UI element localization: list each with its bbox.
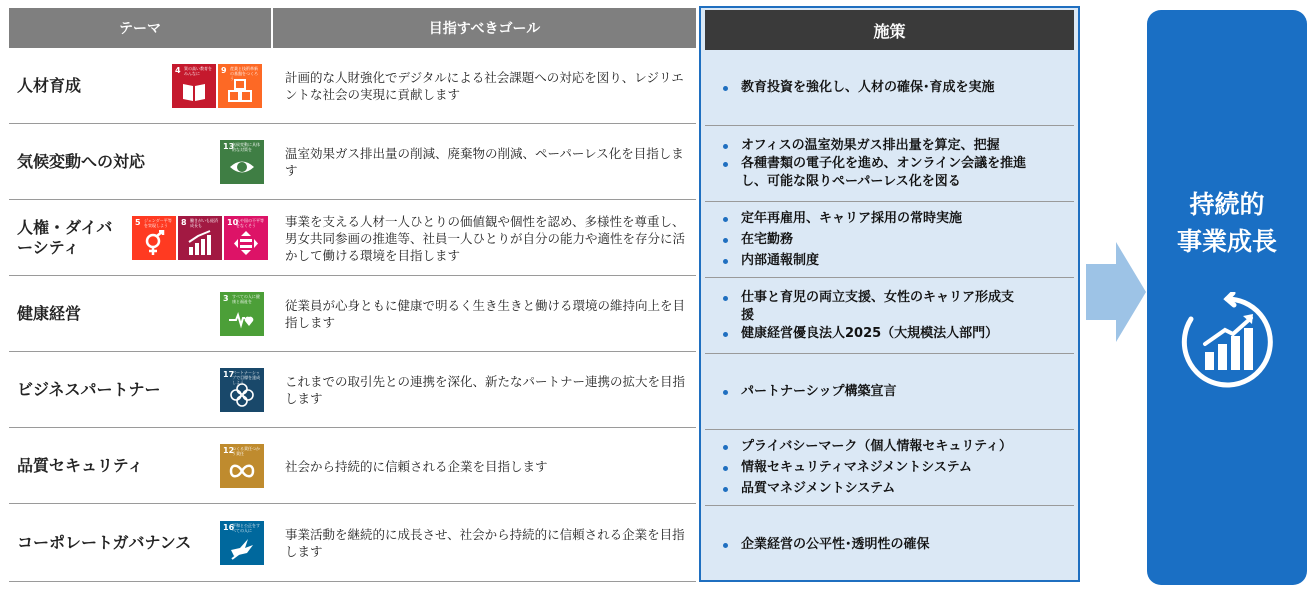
measure-item: 教育投資を強化し、人材の確保･育成を実施 — [723, 79, 1074, 97]
theme-label — [17, 201, 127, 275]
theme-label: 人材育成 — [17, 76, 82, 95]
sdg-label: 質の高い教育をみんなに — [184, 66, 212, 76]
sdg-label: 産業と技術革新の基盤をつくろう — [230, 66, 258, 81]
goal-text: 計画的な人財強化でデジタルによる社会課題への対応を図り、レジリエントな社会の実現に貢献します — [285, 70, 684, 102]
header-theme-label: テーマ — [119, 21, 161, 37]
theme-label: コーポレートガバナンス — [17, 533, 192, 552]
sdg-icons — [220, 292, 264, 336]
table-row — [9, 353, 696, 428]
sdg-label: つくる責任つかう責任 — [232, 446, 260, 456]
header-theme — [9, 8, 271, 48]
measure-item: 定年再雇用、キャリア採用の常時実施 — [723, 210, 1074, 228]
sdg-label: すべての人に健康と福祉を — [232, 294, 260, 304]
sdg-icons — [132, 216, 268, 260]
table-row — [9, 505, 696, 582]
gender-icon — [140, 230, 168, 256]
measure-item: オフィスの温室効果ガス排出量を算定、把握 — [723, 137, 1074, 155]
table-row — [9, 125, 696, 200]
measures-cell — [705, 279, 1074, 354]
sdg-number: 12 — [223, 446, 235, 455]
goal-text: 事業活動を継続的に成長させ、社会から持続的に信頼される企業を目指します — [285, 527, 685, 559]
measure-item: 健康経営優良法人2025（大規模法人部門） — [723, 325, 1074, 343]
sdg-number: 13 — [223, 142, 235, 151]
infinity-icon — [228, 458, 256, 484]
sdg-9-icon — [218, 64, 262, 108]
goal-text: 温室効果ガス排出量の削減、廃棄物の削減、ペーパーレス化を目指します — [285, 146, 684, 178]
table-row — [9, 201, 696, 276]
theme-label: ビジネスパートナー — [17, 380, 161, 399]
sdg-label: 人や国の不平等をなくそう — [236, 218, 264, 228]
measure-item: 内部通報制度 — [723, 252, 1074, 270]
sdg-label: パートナーシップで目標を達成しよう — [232, 370, 261, 385]
growth-label-line1: 持続的 — [1189, 190, 1265, 219]
measure-item: 企業経営の公平性･透明性の確保 — [723, 536, 1074, 554]
sdg-12-icon — [220, 444, 264, 488]
growth-label-line2: 事業成長 — [1176, 227, 1277, 256]
measure-item: 仕事と育児の両立支援、女性のキャリア形成支援 — [723, 289, 1021, 325]
sdg-number: 16 — [223, 523, 235, 532]
goal-text: これまでの取引先との連携を深化、新たなパートナー連携の拡大を目指します — [285, 374, 686, 406]
table-row — [9, 49, 696, 124]
measures-cell — [705, 507, 1074, 582]
growth-cycle-icon — [1177, 292, 1277, 392]
sdg-number: 9 — [221, 66, 227, 75]
sdg-label: ジェンダー平等を実現しよう — [144, 218, 172, 228]
sdg-10-icon — [224, 216, 268, 260]
sdg-icons — [220, 140, 264, 184]
measures-cell — [705, 431, 1074, 506]
equality-icon — [232, 230, 260, 256]
measure-item: 品質マネジメントシステム — [723, 480, 1074, 498]
growth-label — [1147, 186, 1307, 260]
measure-item: プライバシーマーク（個人情報セキュリティ） — [723, 438, 1074, 456]
flower-icon — [228, 382, 256, 408]
eye-globe-icon — [228, 154, 256, 180]
sdg-label: 平和と公正をすべての人に — [232, 523, 260, 533]
sdg-3-icon — [220, 292, 264, 336]
dove-icon — [228, 535, 256, 561]
growth-chart-icon — [186, 230, 214, 256]
header-goal — [273, 8, 696, 48]
measures-cell — [705, 127, 1074, 202]
sdg-label: 気候変動に具体的な対策を — [232, 142, 260, 152]
heartbeat-icon — [228, 306, 256, 332]
goal-text: 事業を支える人材一人ひとりの価値観や個性を認め、多様性を尊重し、男女共同参画の推進等、社員一人ひとりが自分の能力や適性を存分に活かして働ける環境を目指します — [285, 213, 686, 263]
header-measures — [705, 10, 1074, 50]
theme-label-text: 人権・ダイバーシティ — [17, 218, 113, 257]
sdg-8-icon — [178, 216, 222, 260]
sdg-5-icon — [132, 216, 176, 260]
theme-label: 気候変動への対応 — [17, 152, 146, 171]
sdg-icons — [220, 368, 264, 412]
goal-text: 従業員が心身ともに健康で明るく生き生きと働ける環境の維持向上を目指します — [285, 298, 686, 330]
table-row — [9, 429, 696, 504]
goal-text: 社会から持続的に信頼される企業を目指します — [285, 458, 548, 474]
blocks-icon — [226, 78, 254, 104]
measure-item: 在宅勤務 — [723, 231, 1074, 249]
measure-item: パートナーシップ構築宣言 — [723, 383, 1074, 401]
sdg-17-icon — [220, 368, 264, 412]
sdg-4-icon — [172, 64, 216, 108]
measure-item: 情報セキュリティマネジメントシステム — [723, 459, 1074, 477]
sdg-icons — [172, 64, 262, 108]
theme-label: 品質セキュリティ — [17, 456, 144, 475]
measures-cell — [705, 355, 1074, 430]
measures-cell — [705, 203, 1074, 278]
book-icon — [180, 78, 208, 104]
sdg-13-icon — [220, 140, 264, 184]
sdg-icons — [220, 444, 264, 488]
sdg-number: 8 — [181, 218, 187, 227]
sdg-number: 10 — [227, 218, 239, 227]
table-row — [9, 277, 696, 352]
measures-panel — [699, 6, 1080, 582]
theme-label: 健康経営 — [17, 304, 82, 323]
measures-cell — [705, 51, 1074, 126]
sdg-number: 5 — [135, 218, 141, 227]
growth-panel — [1147, 10, 1307, 585]
right-arrow-icon — [1086, 242, 1146, 342]
sdg-number: 3 — [223, 294, 229, 303]
sdg-number: 17 — [223, 370, 235, 379]
sdg-icons — [220, 521, 264, 565]
header-goal-label: 目指すべきゴール — [428, 21, 541, 37]
sdg-label: 働きがいも経済成長も — [190, 218, 218, 228]
sdg-16-icon — [220, 521, 264, 565]
measure-item: 各種書類の電子化を進め、オンライン会議を推進し、可能な限りペーパーレス化を図る — [723, 155, 1051, 191]
header-measures-label: 施策 — [873, 21, 906, 41]
sdg-number: 4 — [175, 66, 181, 75]
